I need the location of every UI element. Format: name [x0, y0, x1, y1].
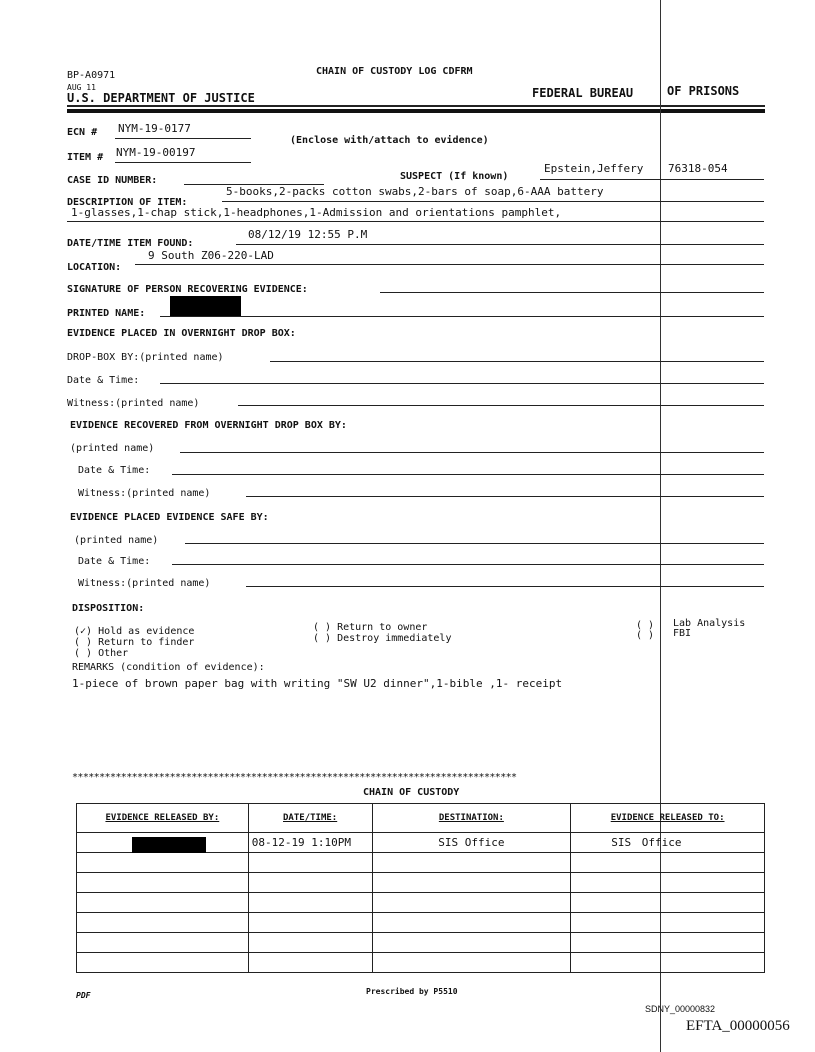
- printed-name-line: [160, 316, 764, 317]
- description-line-1: 5-books,2-packs cotton swabs,2-bars of soap,6-AAA battery: [226, 185, 604, 198]
- datetime-line: [236, 244, 764, 245]
- recovered-name-label: (printed name): [70, 443, 155, 454]
- separator-stars: **********************************************************************************: [72, 772, 517, 783]
- table-row: [77, 833, 765, 853]
- table-row: [77, 893, 765, 913]
- ecn-label: ECN #: [67, 127, 98, 138]
- drop-box-placed-heading: EVIDENCE PLACED IN OVERNIGHT DROP BOX:: [67, 328, 296, 339]
- prescribed-label: Prescribed by P5510: [366, 987, 458, 996]
- column-header: EVIDENCE RELEASED BY:: [77, 804, 249, 833]
- released-to-b: Office: [641, 836, 682, 849]
- drop-box-date-line: [160, 383, 764, 384]
- recovered-name-line: [180, 452, 764, 453]
- suspect-name: Epstein,Jeffery: [544, 162, 644, 175]
- form-title: CHAIN OF CUSTODY LOG CDFRM: [316, 66, 473, 77]
- safe-name-line: [185, 543, 764, 544]
- redaction-box: [132, 837, 206, 853]
- enclose-note: (Enclose with/attach to evidence): [290, 135, 489, 146]
- safe-date-label: Date & Time:: [78, 556, 151, 567]
- recovered-witness-label: Witness:(printed name): [78, 488, 211, 499]
- bates-number: SDNY_00000832: [645, 1004, 716, 1014]
- column-header: DATE/TIME:: [248, 804, 372, 833]
- column-header: EVIDENCE RELEASED TO:: [571, 804, 765, 833]
- drop-box-by-label: DROP-BOX BY:(printed name): [67, 352, 224, 363]
- item-line: [115, 162, 251, 163]
- destroy-option: ( ) Destroy immediately: [313, 633, 452, 644]
- safe-witness-label: Witness:(printed name): [78, 578, 211, 589]
- signature-line: [380, 292, 764, 293]
- evidence-safe-heading: EVIDENCE PLACED EVIDENCE SAFE BY:: [70, 512, 269, 523]
- drop-box-witness-line: [238, 405, 764, 406]
- lab-analysis-checkbox: ( ): [636, 620, 655, 631]
- return-to-finder-option: ( ) Return to finder: [74, 637, 195, 648]
- released-by-cell: [77, 833, 249, 853]
- column-header: DESTINATION:: [372, 804, 571, 833]
- released-to-cell: [571, 833, 765, 853]
- hold-as-evidence-option: (✓) Hold as evidence: [74, 626, 195, 637]
- remarks-label: REMARKS (condition of evidence):: [72, 662, 265, 673]
- safe-date-line: [172, 564, 764, 565]
- description-line-2: 1-glasses,1-chap stick,1-headphones,1-Admission and orientations pamphlet,: [71, 206, 562, 219]
- drop-box-recovered-heading: EVIDENCE RECOVERED FROM OVERNIGHT DROP BOX BY:: [70, 420, 347, 431]
- efta-number: EFTA_00000056: [686, 1018, 790, 1034]
- location-label: LOCATION:: [67, 262, 122, 273]
- table-row: [77, 953, 765, 973]
- safe-name-label: (printed name): [74, 535, 159, 546]
- return-to-owner-option: ( ) Return to owner: [313, 622, 428, 633]
- table-row: [77, 913, 765, 933]
- location-line: [135, 264, 764, 265]
- drop-box-date-label: Date & Time:: [67, 375, 140, 386]
- datetime-label: DATE/TIME ITEM FOUND:: [67, 238, 194, 249]
- suspect-label: SUSPECT (If known): [400, 171, 509, 182]
- description-rule-1: [222, 201, 764, 202]
- suspect-line: [540, 179, 764, 180]
- recovered-date-label: Date & Time:: [78, 465, 151, 476]
- chain-of-custody-heading: CHAIN OF CUSTODY: [363, 787, 460, 798]
- drop-box-by-line: [270, 361, 764, 362]
- redaction-box: [170, 296, 241, 316]
- disposition-heading: DISPOSITION:: [72, 603, 145, 614]
- date-time-cell: 08-12-19 1:10PM: [248, 833, 372, 853]
- other-option: ( ) Other: [74, 648, 129, 659]
- drop-box-witness-label: Witness:(printed name): [67, 398, 200, 409]
- table-header-row: [77, 804, 765, 833]
- fbi-checkbox: ( ): [636, 630, 655, 641]
- table-row: [77, 853, 765, 873]
- item-label: ITEM #: [67, 152, 104, 163]
- case-id-label: CASE ID NUMBER:: [67, 175, 158, 186]
- table-row: [77, 873, 765, 893]
- agency-name: U.S. DEPARTMENT OF JUSTICE: [67, 91, 255, 105]
- released-to-a: SIS: [611, 836, 632, 849]
- recovered-witness-line: [246, 496, 764, 497]
- table-row: [77, 933, 765, 953]
- description-label: DESCRIPTION OF ITEM:: [67, 197, 188, 208]
- signature-label: SIGNATURE OF PERSON RECOVERING EVIDENCE:: [67, 284, 308, 295]
- bureau-name: FEDERAL BUREAU: [532, 86, 634, 100]
- item-value: NYM-19-00197: [116, 146, 196, 159]
- ecn-value: NYM-19-0177: [118, 122, 191, 135]
- lab-analysis-label: Lab Analysis: [673, 618, 746, 629]
- chain-of-custody-table: [76, 803, 765, 973]
- ecn-line: [115, 138, 251, 139]
- recovered-date-line: [172, 474, 764, 475]
- form-code: BP-A0971: [67, 70, 116, 81]
- suspect-number: 76318-054: [668, 162, 728, 175]
- pdf-label: PDF: [76, 991, 91, 1000]
- destination-cell: SIS Office: [372, 833, 571, 853]
- description-rule-2: [67, 221, 764, 222]
- bureau-name-2: OF PRISONS: [667, 84, 740, 98]
- fbi-label: FBI: [673, 628, 692, 639]
- location-value: 9 South Z06-220-LAD: [148, 249, 274, 262]
- safe-witness-line: [246, 586, 764, 587]
- datetime-value: 08/12/19 12:55 P.M: [248, 228, 368, 241]
- remarks-text: 1-piece of brown paper bag with writing "SW U2 dinner",1-bible ,1- receipt: [72, 677, 563, 690]
- form-date: AUG 11: [67, 83, 96, 92]
- printed-name-label: PRINTED NAME:: [67, 308, 146, 319]
